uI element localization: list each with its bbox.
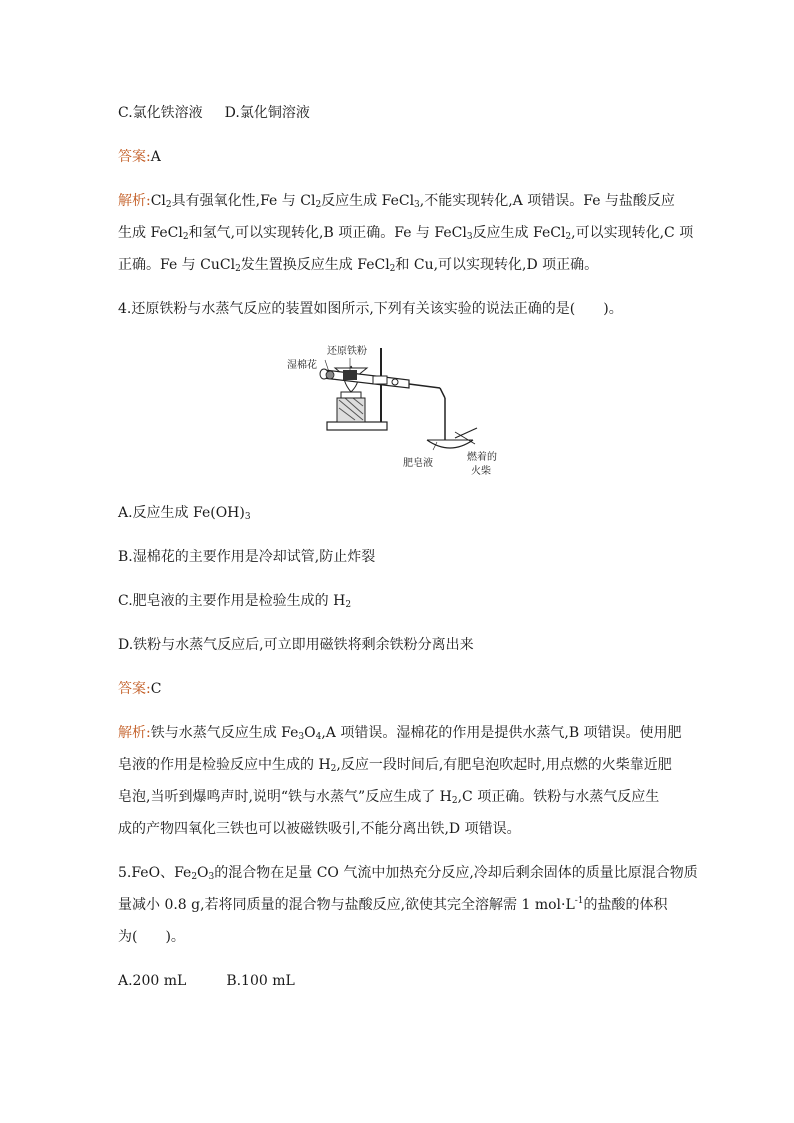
- q4-analysis-label: 解析:: [118, 725, 151, 741]
- q4-analysis-line-2: 皂液的作用是检验反应中生成的 $H_2$,反应一段时间后,有肥皂泡吹起时,用点燃的火柴靠近肥: [118, 757, 672, 774]
- q4-option-b: B.湿棉花的主要作用是冷却试管,防止炸裂: [118, 549, 376, 565]
- stand-base: [327, 422, 387, 430]
- burning-match: [455, 428, 477, 438]
- q5-stem-line-1: 5.FeO、$Fe_2O_3$的混合物在足量 CO 气流中加热充分反应,冷却后剩余固体的质量比原混合物质: [118, 865, 698, 882]
- q3-option-d: D.氯化铜溶液: [224, 105, 310, 121]
- q3-answer: [118, 147, 161, 167]
- delivery-tube: [409, 384, 440, 388]
- q4-stem: 4.还原铁粉与水蒸气反应的装置如图所示,下列有关该实验的说法正确的是( )。: [118, 301, 623, 317]
- q5-option-b: B.100 mL: [226, 973, 295, 989]
- q4-answer: [118, 679, 161, 699]
- q3-analysis-line-2: 生成 FeCl$_2$和氢气,可以实现转化,B 项正确。Fe 与 FeCl$_3$反应生成 FeCl$_2$,可以实现转化,C 项: [118, 225, 694, 242]
- q4-option-c: C.肥皂液的主要作用是检验生成的 $H_2$: [118, 593, 352, 610]
- q4-analysis-line-3: 皂泡,当听到爆鸣声时,说明“铁与水蒸气”反应生成了 $H_2,C$ 项正确。铁粉与水蒸气反应生: [118, 789, 660, 806]
- q4-option-a: A.反应生成 $Fe(OH)_3$: [118, 505, 251, 522]
- q5-stem-line-2: 量减小 0.8 g,若将同质量的混合物与盐酸反应,欲使其完全溶解需 1 $mol\cdot L^{-1}$的盐酸的体积: [118, 896, 668, 913]
- q3-options-cd: [118, 103, 310, 123]
- label-wet-cotton: 湿棉花: [287, 360, 317, 371]
- q3-analysis-line-3: 正确。Fe 与 CuCl$_2$发生置换反应生成 FeCl$_2$和 Cu,可以实现转化,D 项正确。: [118, 257, 599, 274]
- q5-options-ab: [118, 971, 295, 991]
- wet-cotton: [326, 371, 334, 379]
- q4-answer-value: C: [150, 681, 162, 697]
- q3-answer-label: 答案:: [118, 149, 151, 165]
- q4-answer-label: 答案:: [118, 681, 151, 697]
- q4-analysis-line-1: 解析:铁与水蒸气反应生成 $Fe_3O_4,A$ 项错误。湿棉花的作用是提供水蒸气,B 项错误。使用肥: [118, 725, 682, 742]
- label-reduced-iron: 还原铁粉: [327, 346, 367, 357]
- q3-option-c: C.氯化铁溶液: [118, 105, 203, 121]
- label-soap: 肥皂液: [403, 458, 433, 469]
- q3-answer-value: A: [150, 149, 161, 165]
- q4-analysis-line-4: 成的产物四氧化三铁也可以被磁铁吸引,不能分离出铁,D 项错误。: [118, 821, 521, 837]
- q4-apparatus-figure: [285, 340, 525, 485]
- label-match-1: 燃着的: [467, 452, 497, 463]
- label-match-2: 火柴: [471, 466, 491, 477]
- q5-option-a: A.200 mL: [118, 973, 187, 989]
- iron-powder: [343, 370, 357, 380]
- q3-analysis-label: 解析:: [118, 193, 151, 209]
- q3-analysis-line-1: 解析$:Cl_2$具有强氧化性,Fe 与 $Cl_2$反应生成 FeCl$_3$,不能实现转化,A 项错误。Fe 与盐酸反应: [118, 193, 675, 210]
- q4-option-d: D.铁粉与水蒸气反应后,可立即用磁铁将剩余铁粉分离出来: [118, 637, 474, 653]
- q5-stem-line-3: 为( )。: [118, 929, 185, 945]
- evaporating-dish: [427, 440, 473, 448]
